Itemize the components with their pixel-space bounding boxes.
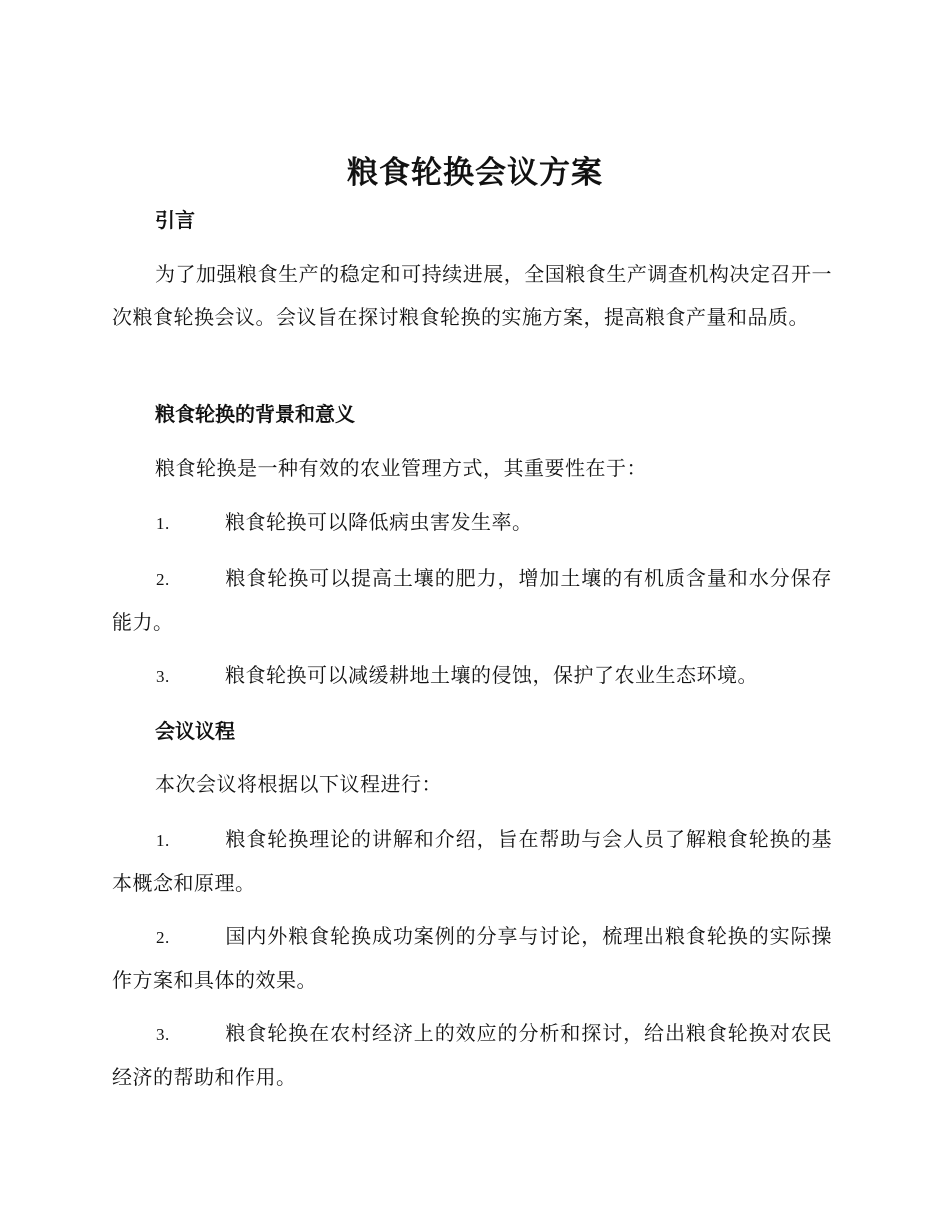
list-item-text: 粮食轮换在农村经济上的效应的分析和探讨，给出粮食轮换对农民经济的帮助和作用。: [112, 1021, 832, 1089]
list-item-text: 粮食轮换可以降低病虫害发生率。: [225, 510, 533, 534]
list-item: [112, 557, 832, 644]
intro-paragraph: 为了加强粮食生产的稳定和可持续进展，全国粮食生产调查机构决定召开一次粮食轮换会议。会议旨在探讨粮食轮换的实施方案，提高粮食产量和品质。: [112, 262, 832, 329]
list-item: [112, 818, 832, 905]
list-item: [112, 915, 832, 1002]
list-item-text: 粮食轮换理论的讲解和介绍，旨在帮助与会人员了解粮食轮换的基本概念和原理。: [112, 827, 832, 895]
section-heading-intro: 引言: [155, 208, 195, 232]
list-item-number: 3.: [156, 1025, 170, 1044]
document-title: 粮食轮换会议方案: [347, 155, 603, 191]
list-item-number: 2.: [156, 570, 170, 589]
section-heading-background: 粮食轮换的背景和意义: [155, 402, 355, 426]
list-item-text: 国内外粮食轮换成功案例的分享与讨论，梳理出粮食轮换的实际操作方案和具体的效果。: [112, 924, 832, 992]
list-item-text: 粮食轮换可以减缓耕地土壤的侵蚀，保护了农业生态环境。: [225, 663, 758, 687]
list-item: [112, 501, 832, 545]
list-item-number: 1.: [156, 831, 170, 850]
list-item: [112, 654, 832, 698]
section-heading-agenda: 会议议程: [155, 719, 235, 743]
background-intro-text: 粮食轮换是一种有效的农业管理方式，其重要性在于：: [155, 456, 647, 480]
agenda-intro-text: 本次会议将根据以下议程进行：: [155, 772, 442, 796]
list-item-number: 1.: [156, 514, 170, 533]
list-item-number: 3.: [156, 667, 170, 686]
list-item-text: 粮食轮换可以提高土壤的肥力，增加土壤的有机质含量和水分保存能力。: [112, 566, 832, 634]
list-item: [112, 1012, 832, 1099]
list-item-number: 2.: [156, 928, 170, 947]
